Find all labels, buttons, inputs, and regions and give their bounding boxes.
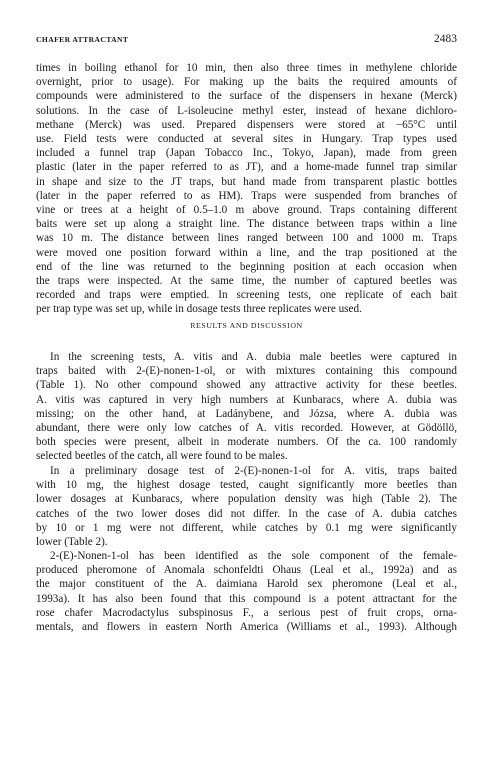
text-line: baits were set up along a straight line. The distance between traps within a line — [36, 218, 457, 231]
text-line: traps baited with 2-(E)-nonen-1-ol, or with mixtures containing this compound — [36, 365, 457, 378]
text-line: compounds were administered to the surface of the dispensers in hexane (Merck) — [36, 90, 457, 103]
text-line: by 10 or 1 mg were not different, while catches by 0.1 mg were significantly — [36, 521, 457, 534]
text-line: rose chafer Macrodactylus subspinosus F., a serious pest of fruit crops, orna- — [36, 606, 457, 619]
text-line: A. vitis was captured in very high numbers at Kunbaracs, where A. dubia was — [36, 393, 457, 406]
text-line: with 10 mg, the highest dosage tested, caught significantly more beetles than — [36, 479, 457, 492]
text-line: 2-(E)-Nonen-1-ol has been identified as the sole component of the female- — [50, 550, 457, 562]
text-line: times in boiling ethanol for 10 min, then also three times in methylene chloride — [36, 62, 457, 74]
text-line: included a funnel trap (Japan Tobacco Inc., Tokyo, Japan), made from green — [36, 147, 457, 160]
text-line: (later in the paper referred to as HM). Traps were suspended from branches of — [36, 189, 457, 202]
text-line: catches of the two lower doses did not differ. In the case of A. dubia catches — [36, 507, 457, 520]
text-line: abundant, there were only low catches of A. vitis recorded. However, at Gödöllö, — [36, 422, 457, 434]
text-line: the traps were inspected. At the same time, the number of captured beetles was — [36, 275, 457, 287]
text-line: use. Field tests were conducted at several sites in Hungary. Trap types used — [36, 133, 457, 145]
text-line: both species were present, albeit in moderate numbers. Of the ca. 100 randomly — [36, 436, 457, 449]
page-header — [36, 33, 457, 47]
text-line: per trap type was set up, while in dosage tests three replicates were used. — [36, 303, 362, 316]
text-line: plastic (later in the paper referred to as JT), and a home-made funnel trap similar — [36, 161, 457, 174]
text-line: end of the line was returned to the beginning position at each occasion when — [36, 260, 457, 273]
text-line: methane (Merck) was used. Prepared dispensers were stored at −65°C until — [36, 118, 457, 131]
running-head: CHAFER ATTRACTANT — [36, 35, 129, 44]
text-line: missing; on the other hand, at Ladánybene, and Józsa, where A. dubia was — [36, 407, 457, 420]
section-heading: RESULTS AND DISCUSSION — [190, 321, 303, 330]
text-line: In a preliminary dosage test of 2-(E)-nonen-1-ol for A. vitis, traps baited — [50, 465, 457, 477]
text-line: lower dosages at Kunbaracs, where population density was high (Table 2). The — [36, 493, 457, 506]
text-line: was 10 m. The distance between lines ranged between 100 and 1000 m. Traps — [36, 232, 457, 245]
text-line: (Table 1). No other compound showed any attractive activity for these beetles. — [36, 379, 457, 392]
text-line: the major constituent of the A. daimiana Harold sex pheromone (Leal et al., — [36, 578, 457, 591]
text-line: vine or trees at a height of 0.5–1.0 m above ground. Traps containing different — [36, 204, 457, 216]
page-number: 2483 — [434, 33, 457, 45]
text-line: in shape and size to the JT traps, but hand made from transparent plastic bottles — [36, 175, 457, 188]
text-line: 1993a). It has also been found that this compound is a potent attractant for the — [36, 592, 457, 605]
text-line: mentals, and flowers in eastern North America (Williams et al., 1993). Although — [36, 621, 457, 633]
text-line: lower (Table 2). — [36, 536, 108, 548]
text-line: recorded and traps were emptied. In screening tests, one replicate of each bait — [36, 289, 457, 302]
text-line: solutions. In the case of L-isoleucine methyl ester, instead of hexane dichloro- — [36, 104, 457, 117]
text-line: were moved one position forward within a line, and the trap positioned at the — [36, 246, 457, 259]
text-line: produced pheromone of Anomala schonfeldti Ohaus (Leal et al., 1992a) and as — [36, 564, 457, 577]
text-line: selected beetles of the catch, all were found to be males. — [36, 450, 288, 463]
text-line: In the screening tests, A. vitis and A. dubia male beetles were captured in — [50, 351, 457, 363]
text-line: overnight, prior to usage). For making up the baits the required amounts of — [36, 76, 457, 89]
